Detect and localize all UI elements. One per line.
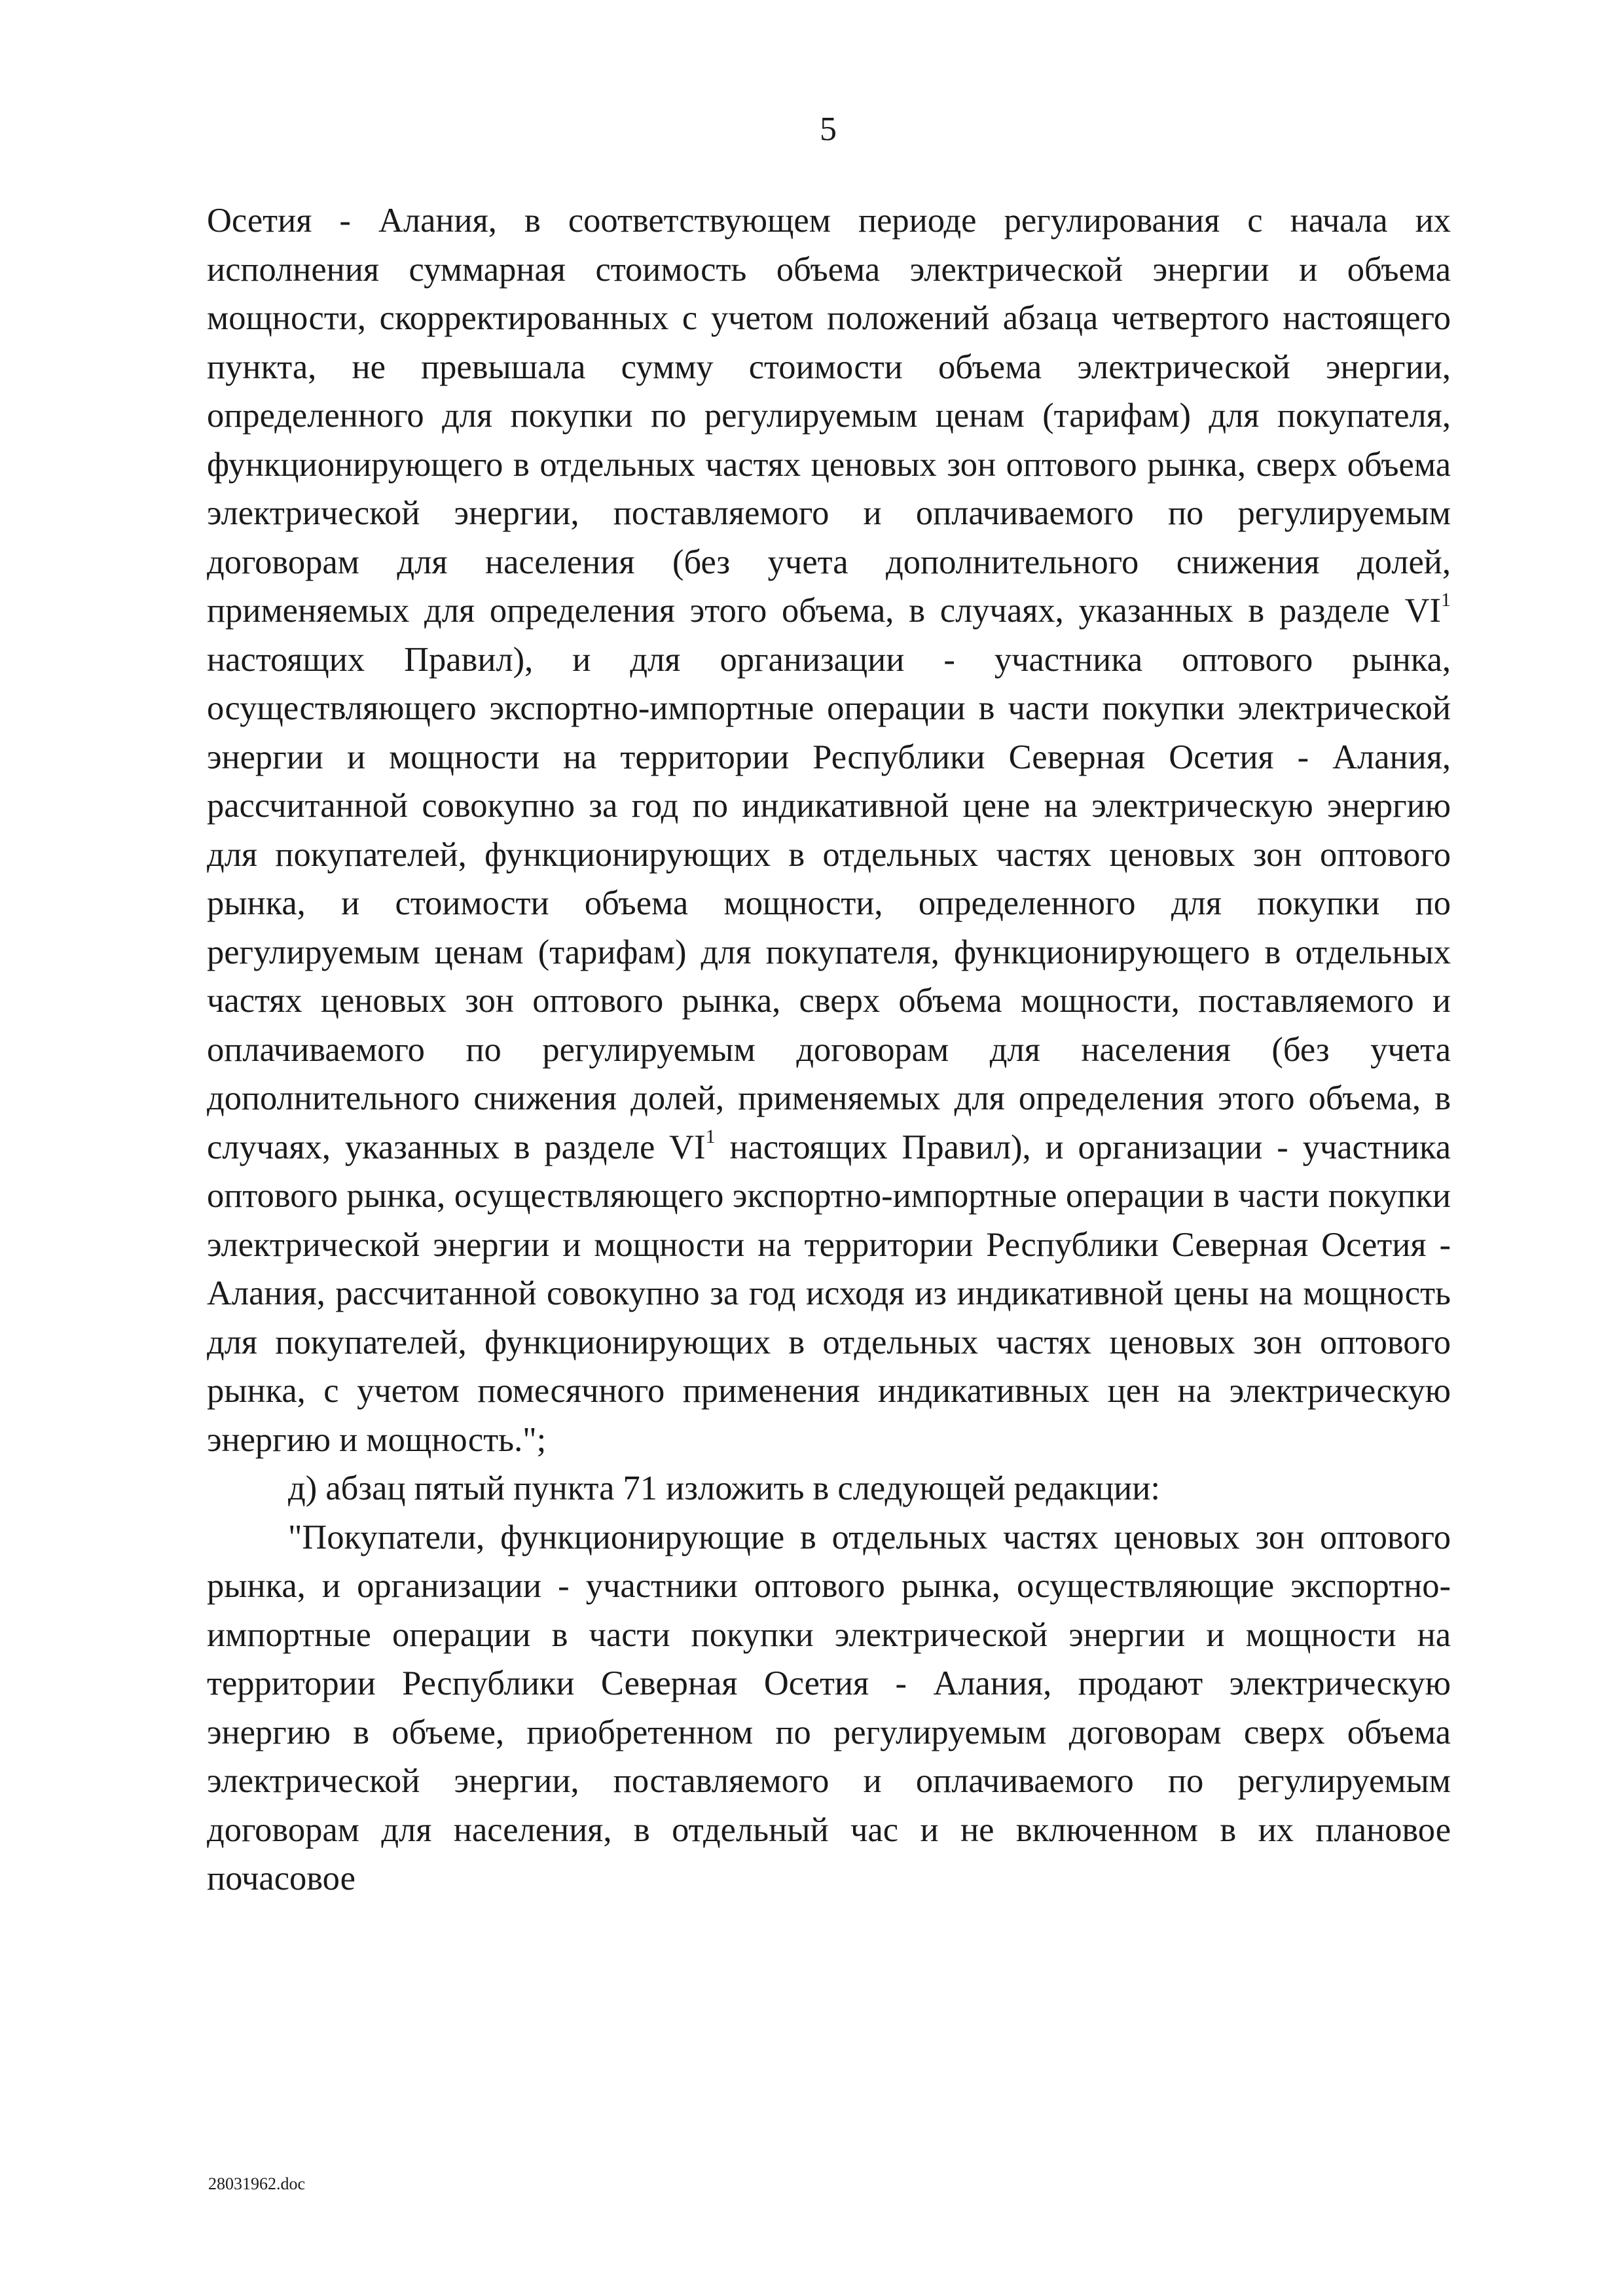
footer-filename: 28031962.doc <box>208 2174 306 2193</box>
paragraph-quoted-text: "Покупатели, функционирующие в отдельных частях ценовых зон оптового рынка, и организации - участники оптового рынка, осуществляющие экспортно-импортные операции в части покупки электрической энергии и мощности на территории Республики Северная Осетия - Алания, продают электрическую энергию в объеме, приобретенном по регулируемым договорам сверх объема электрической энергии, поставляемого и оплачиваемого по регулируемым договорам для населения, в отдельный час и не включенном в их плановое почасовое <box>207 1518 1451 1897</box>
superscript: 1 <box>1441 589 1451 611</box>
paragraph-amendment-d: д) абзац пятый пункта 71 изложить в следующей редакции: <box>288 1469 1160 1507</box>
paragraph-text: Осетия - Алания, в соответствующем периоде регулирования с начала их исполнения суммарная стоимость объема электрической энергии и объема мощности, скорректированных с учетом положений абзаца четвертого настоящего пункта, не превышала сумму стоимости объема электрической энергии, определенного для покупки по регулируемым ценам (тарифам) для покупателя, функционирующего в отдельных частях ценовых зон оптового рынка, сверх объема электрической энергии, поставляемого и оплачиваемого по регулируемым договорам для населения (без учета дополнительного снижения долей, применяемых для определения этого объема, в случаях, указанных в разделе VI <box>207 202 1451 630</box>
document-body <box>207 196 1451 1903</box>
page-number: 5 <box>820 111 837 148</box>
paragraph-text: настоящих Правил), и организации - участника оптового рынка, осуществляющего экспортно-импортные операции в части покупки электрической энергии и мощности на территории Республики Северная Осетия - Алания, рассчитанной совокупно за год исходя из индикативной цены на мощность для покупателей, функционирующих в отдельных частях ценовых зон оптового рынка, с учетом помесячного применения индикативных цен на электрическую энергию и мощность."; <box>207 1128 1451 1459</box>
paragraph-continuation <box>207 196 1451 1464</box>
paragraph-text: настоящих Правил), и для организации - участника оптового рынка, осуществляющего экспортно-импортные операции в части покупки электрической энергии и мощности на территории Республики Северная Осетия - Алания, рассчитанной совокупно за год по индикативной цене на электрическую энергию для покупателей, функционирующих в отдельных частях ценовых зон оптового рынка, и стоимости объема мощности, определенного для покупки по регулируемым ценам (тарифам) для покупателя, функционирующего в отдельных частях ценовых зон оптового рынка, сверх объема мощности, поставляемого и оплачиваемого по регулируемым договорам для населения (без учета дополнительного снижения долей, применяемых для определения этого объема, в случаях, указанных в разделе VI <box>207 640 1451 1166</box>
superscript: 1 <box>705 1125 716 1147</box>
